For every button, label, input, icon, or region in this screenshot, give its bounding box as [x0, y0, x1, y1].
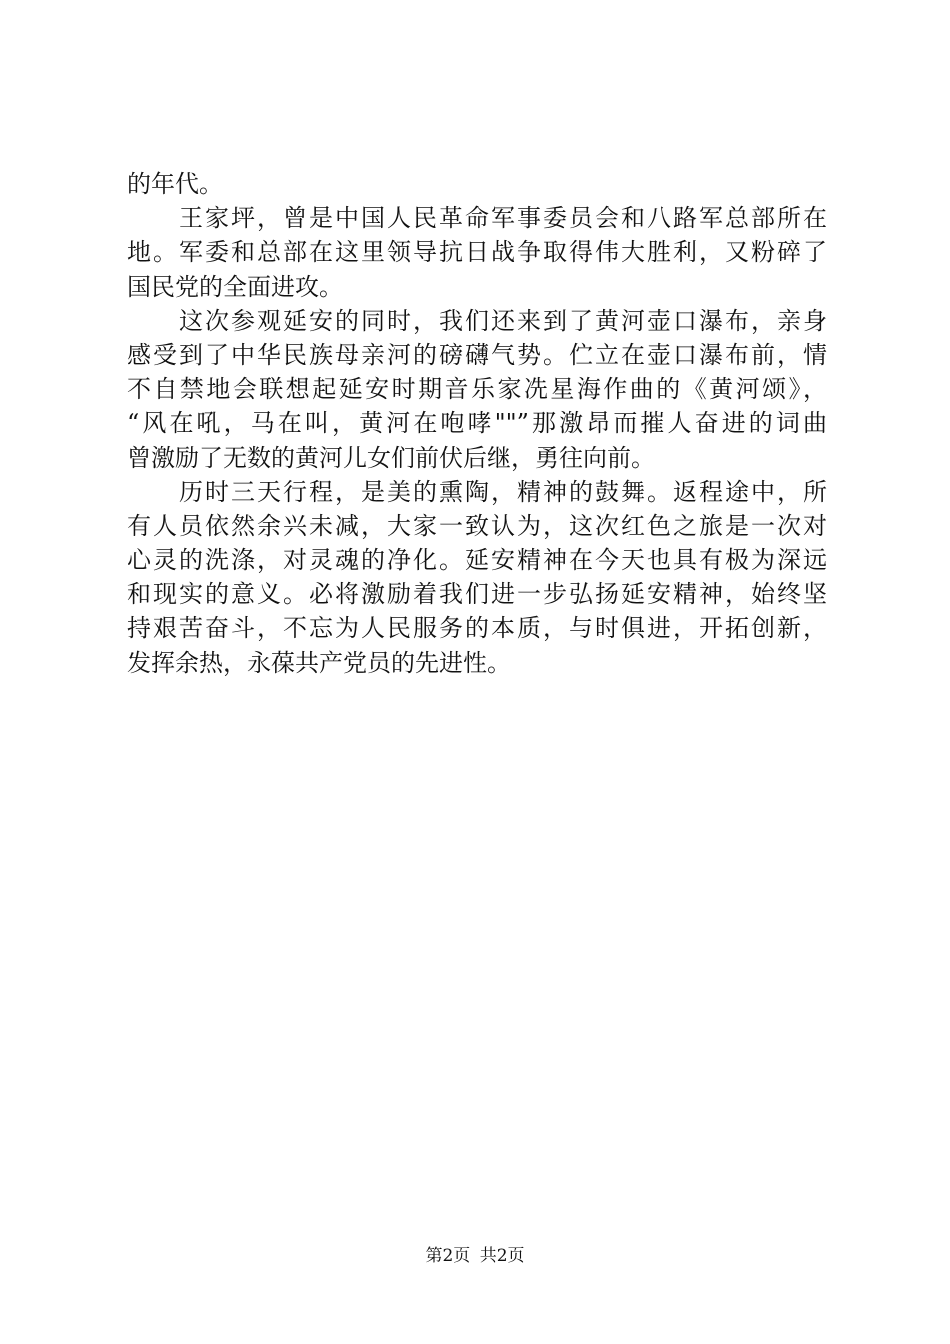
paragraph-3-line-3: 不自禁地会联想起延安时期音乐家冼星海作曲的《黄河颂》， — [127, 375, 827, 404]
page-number-label: 第2页 — [425, 1246, 471, 1266]
paragraph-2-line-2: 地。军委和总部在这里领导抗日战争取得伟大胜利，又粉碎了 — [127, 238, 827, 267]
paragraph-4-line-6: 发挥余热，永葆共产党员的先进性。 — [127, 648, 511, 677]
paragraph-3-line-4: “风在吼，马在叫，黄河在咆哮""”那激昂而摧人奋进的词曲 — [127, 409, 827, 438]
paragraph-4-line-3: 心灵的洗涤，对灵魂的净化。延安精神在今天也具有极为深远 — [127, 546, 827, 575]
paragraph-4-line-5: 持艰苦奋斗，不忘为人民服务的本质，与时俱进，开拓创新， — [127, 614, 827, 643]
paragraph-1-line-1: 的年代。 — [127, 170, 223, 198]
paragraph-4-line-2: 有人员依然余兴未减，大家一致认为，这次红色之旅是一次对 — [127, 511, 827, 540]
document-body — [127, 167, 827, 680]
paragraph-3-line-2: 感受到了中华民族母亲河的磅礴气势。伫立在壶口瀑布前，情 — [127, 340, 827, 369]
paragraph-2-line-3: 国民党的全面进攻。 — [127, 272, 343, 301]
paragraph-2-line-1: 王家坪，曾是中国人民革命军事委员会和八路军总部所在 — [179, 204, 827, 233]
page-total-label: 共2页 — [479, 1246, 525, 1266]
paragraph-3-line-5: 曾激励了无数的黄河儿女们前伏后继，勇往向前。 — [127, 443, 655, 472]
paragraph-3-line-1: 这次参观延安的同时，我们还来到了黄河壶口瀑布，亲身 — [179, 306, 827, 335]
paragraph-4-line-4: 和现实的意义。必将激励着我们进一步弘扬延安精神，始终坚 — [127, 580, 827, 609]
paragraph-4-line-1: 历时三天行程，是美的熏陶，精神的鼓舞。返程途中，所 — [179, 477, 827, 506]
page-footer — [0, 1241, 950, 1266]
